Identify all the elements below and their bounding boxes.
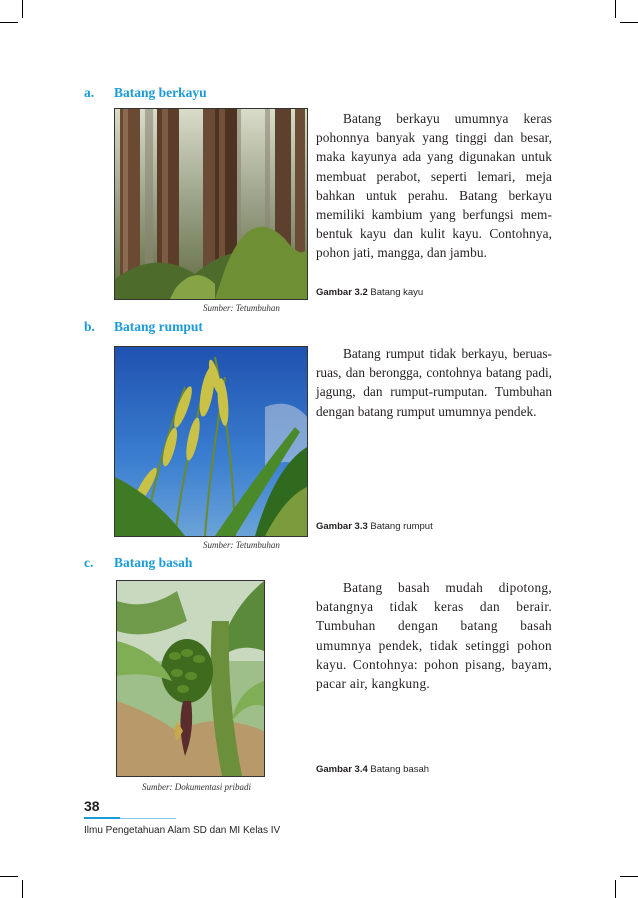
section-letter: a. bbox=[84, 85, 95, 100]
section-letter: c. bbox=[84, 555, 94, 570]
caption-text: Batang rumput bbox=[370, 521, 433, 532]
section-letter: b. bbox=[84, 319, 95, 334]
section-heading-batang-berkayu bbox=[84, 85, 207, 101]
caption-label: Gambar 3.2 bbox=[316, 287, 368, 298]
paragraph-text: Batang berkayu umumnya keras pohonnya banyak yang tinggi dan besar, maka kayunya ada yang digunakan untuk membuat perabot, seperti lemari, meja bahkan untuk perahu. Batang berkayu memiliki kambium yang berfungsi mem-bentuk kayu dan kulit kayu. Contohnya, pohon jati, mangga, dan jambu. bbox=[316, 111, 552, 261]
crop-mark bbox=[0, 876, 18, 877]
crop-mark bbox=[615, 880, 616, 898]
photo-credit: Sumber: Tetumbuhan bbox=[203, 540, 280, 550]
figure-caption bbox=[316, 521, 433, 532]
running-footer: Ilmu Pengetahuan Alam SD dan MI Kelas IV bbox=[84, 825, 281, 836]
woody-stem-photo bbox=[114, 108, 308, 300]
section-title: Batang berkayu bbox=[114, 85, 207, 100]
crop-mark bbox=[620, 22, 638, 23]
crop-mark bbox=[0, 22, 18, 23]
page-number: 38 bbox=[84, 798, 100, 814]
footer-rule bbox=[84, 817, 120, 819]
figure-caption bbox=[316, 287, 423, 298]
section-heading-batang-rumput bbox=[84, 319, 203, 335]
crop-mark bbox=[620, 876, 638, 877]
section-title: Batang basah bbox=[114, 555, 193, 570]
grass-stem-photo bbox=[114, 346, 308, 537]
caption-text: Batang basah bbox=[370, 764, 430, 775]
paragraph-batang-basah bbox=[316, 578, 552, 693]
section-title: Batang rumput bbox=[114, 319, 203, 334]
paragraph-batang-berkayu bbox=[316, 109, 552, 263]
paragraph-batang-rumput bbox=[316, 344, 552, 421]
crop-mark bbox=[615, 0, 616, 18]
paragraph-text: Batang rumput tidak berkayu, beruas-ruas, dan berongga, contohnya batang padi, jagung, dan rumput-rumputan. Tumbuhan dengan batang rumput umumnya pendek. bbox=[316, 346, 552, 419]
caption-label: Gambar 3.3 bbox=[316, 521, 368, 532]
caption-text: Batang kayu bbox=[370, 287, 424, 298]
section-heading-batang-basah bbox=[84, 555, 192, 571]
figure-caption bbox=[316, 764, 429, 775]
photo-credit: Sumber: Dokumentasi pribadi bbox=[142, 782, 251, 792]
photo-credit: Sumber: Tetumbuhan bbox=[203, 303, 280, 313]
paragraph-text: Batang basah mudah dipotong, batangnya tidak keras dan berair. Tumbuhan dengan batang basah umumnya pendek, tidak setinggi pohon kayu. Contohnya: pohon pisang, bayam, pacar air, kangkung. bbox=[316, 580, 552, 692]
crop-mark bbox=[22, 880, 23, 898]
caption-label: Gambar 3.4 bbox=[316, 764, 368, 775]
crop-mark bbox=[22, 0, 23, 18]
soft-stem-photo bbox=[116, 580, 265, 777]
